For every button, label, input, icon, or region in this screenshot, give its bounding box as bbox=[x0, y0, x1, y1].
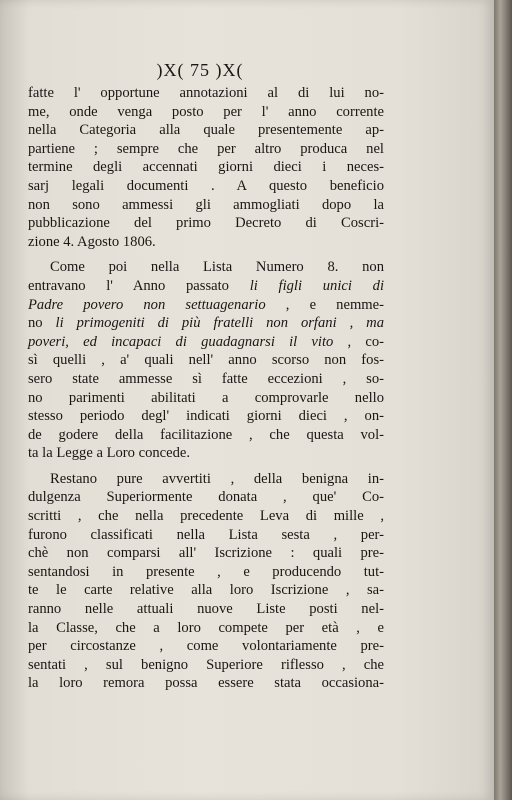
text-line: dulgenza Superiormente donata , que' Co- bbox=[28, 489, 384, 506]
text-span: no bbox=[28, 315, 43, 332]
text-line: sì quelli , a' quali nell' anno scorso non fos- bbox=[28, 352, 384, 369]
italic-span: li figli unici di bbox=[249, 277, 384, 294]
italic-span: poveri, ed incapaci di guadagnarsi il vito bbox=[28, 333, 334, 350]
page-edge-shadow bbox=[494, 0, 512, 800]
text-line: Restano pure avvertiti , della benigna in- bbox=[50, 470, 384, 487]
text-line: chè non comparsi all' Iscrizione : quali pre- bbox=[28, 545, 384, 562]
text-line: sentati , sul benigno Superiore riflesso , che bbox=[28, 656, 384, 673]
text-line: non sono ammessi gli ammogliati dopo la bbox=[28, 196, 384, 213]
text-line: Come poi nella Lista Numero 8. non bbox=[50, 259, 384, 276]
text-line: furono classificati nella Lista sesta , per- bbox=[28, 526, 384, 543]
text-line: sentandosi in presente , e producendo tut- bbox=[28, 563, 384, 580]
italic-span: , ma bbox=[349, 315, 384, 332]
text-line: stesso periodo degl' indicati giorni dieci , on- bbox=[28, 408, 384, 425]
text-line-mixed bbox=[28, 296, 384, 315]
text-line: partiene ; sempre che per altro produca nel bbox=[28, 140, 384, 157]
text-line: nella Categoria alla quale presentemente ap- bbox=[28, 122, 384, 139]
text-line: pubblicazione del primo Decreto di Coscri- bbox=[28, 215, 384, 232]
text-span: , e nemme- bbox=[285, 296, 384, 313]
text-line: ranno nelle attuali nuove Liste posti nel- bbox=[28, 601, 384, 618]
text-line: sarj legali documenti . A questo beneficio bbox=[28, 177, 384, 194]
text-span: , co- bbox=[347, 333, 384, 350]
text-line-mixed bbox=[28, 333, 384, 352]
text-line: la loro remora possa essere stata occasiona- bbox=[28, 675, 384, 692]
text-line: ta la Legge a Loro concede. bbox=[28, 445, 191, 462]
text-line: sero state ammesse sì fatte eccezioni , so- bbox=[28, 370, 384, 387]
text-line-mixed bbox=[28, 277, 384, 296]
page-number: )X( 75 )X( bbox=[156, 60, 244, 80]
text-line: scritti , che nella precedente Leva di mille , bbox=[28, 508, 384, 525]
italic-span: li primogeniti di più fratelli non orfani bbox=[55, 315, 337, 332]
text-span: entravano l' Anno passato bbox=[28, 277, 229, 294]
text-line: de godere della facilitazione , che questa vol- bbox=[28, 426, 384, 443]
text-line: termine degli accennati giorni dieci i neces- bbox=[28, 159, 384, 176]
body-text bbox=[28, 84, 384, 693]
text-line: no parimenti abilitati a comprovarle nello bbox=[28, 389, 384, 406]
italic-span: Padre povero non settuagenario bbox=[28, 296, 266, 313]
text-line-mixed bbox=[28, 314, 384, 333]
text-line: zione 4. Agosto 1806. bbox=[28, 233, 156, 250]
text-line: fatte l' opportune annotazioni al di lui no- bbox=[28, 85, 384, 101]
text-line: la Classe, che a loro compete per età , e bbox=[28, 619, 384, 636]
text-line: me, onde venga posto per l' anno corrente bbox=[28, 103, 384, 120]
text-line: per circostanze , come volontariamente pre- bbox=[28, 638, 384, 655]
text-line: te le carte relative alla loro Iscrizione , sa- bbox=[28, 582, 384, 599]
